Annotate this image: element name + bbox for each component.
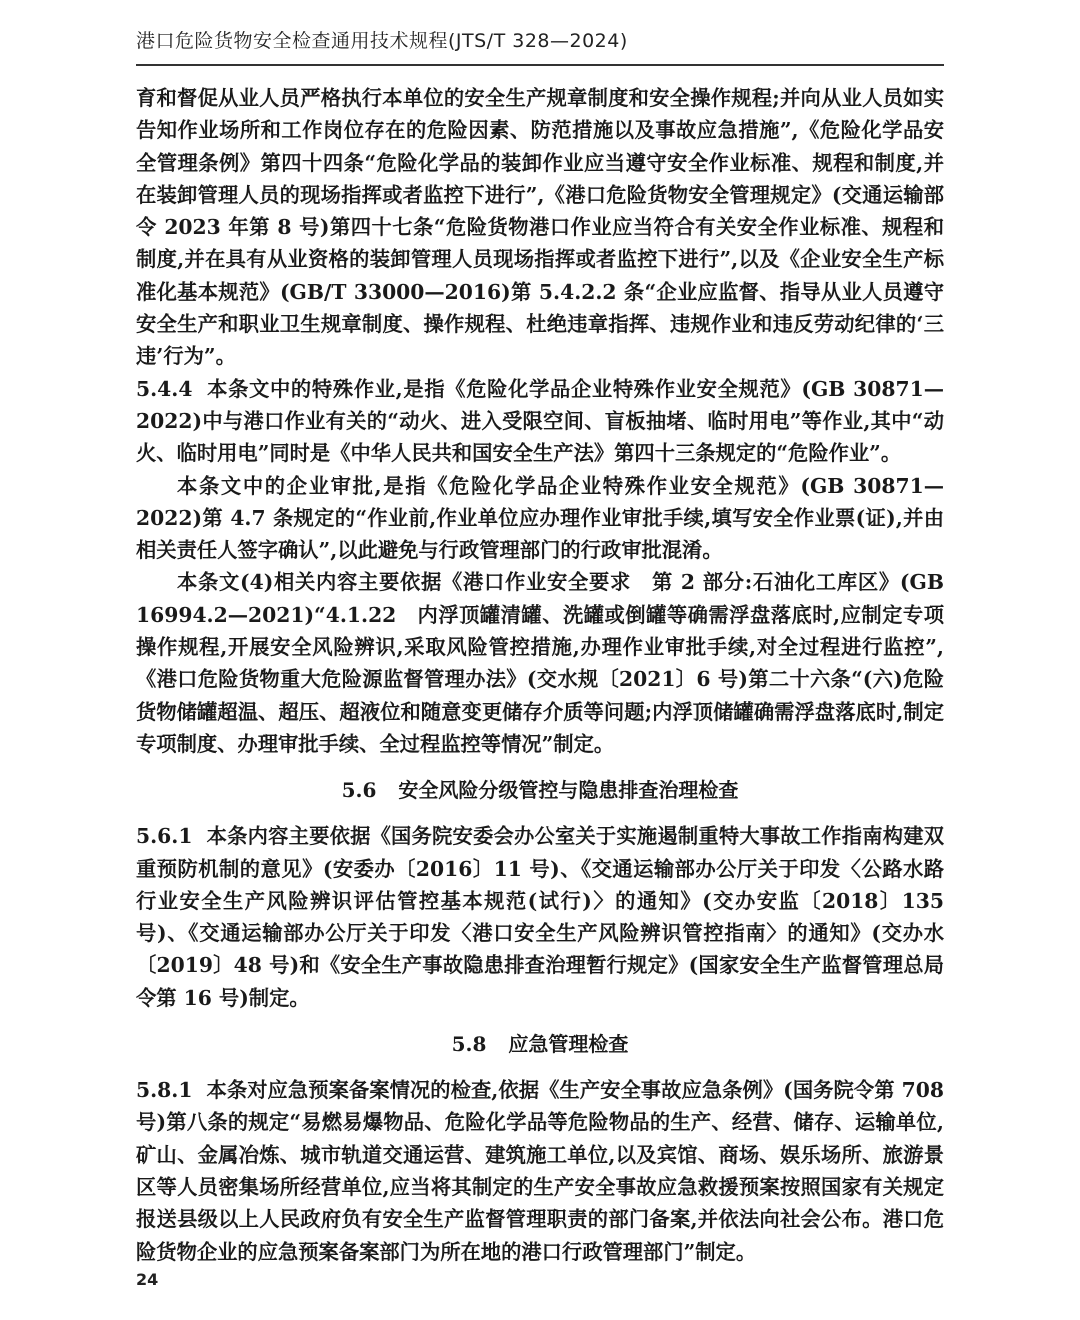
section-number: 5.8 (451, 1032, 487, 1057)
section-number: 5.6 (341, 778, 377, 803)
paragraph-item-4: 本条文(4)相关内容主要依据《港口作业安全要求 第 2 部分:石油化工库区》(GB 16994.2—2021)“4.1.22 内浮顶罐清罐、洗罐或倒罐等确需浮盘落底时,应制定专项操作规程,开展安全风险辨识,采取风险管控措施,办理作业审批手续,对全过程进行监控”,《港口危险货物重大危险源监督管理办法》(交水规〔2021〕6 号)第二十六条“(六)危险货物储罐超温、超压、超液位和随意变更储存介质等问题;内浮顶储罐确需浮盘落底时,制定专项制度、办理审批手续、全过程监控等情况”制定。 (136, 570, 944, 756)
clause-5-6-1 (136, 820, 944, 1014)
body-text (136, 82, 944, 1268)
header-rule (136, 64, 944, 66)
clause-number: 5.4.4 (136, 376, 193, 401)
paragraph-continuation: 育和督促从业人员严格执行本单位的安全生产规章制度和安全操作规程;并向从业人员如实告知作业场所和工作岗位存在的危险因素、防范措施以及事故应急措施”,《危险化学品安全管理条例》第四十四条“危险化学品的装卸作业应当遵守安全作业标准、规程和制度,并在装卸管理人员的现场指挥或者监控下进行”,《港口危险货物安全管理规定》(交通运输部令 2023 年第 8 号)第四十七条“危险货物港口作业应当符合有关安全作业标准、规程和制度,并在具有从业资格的装卸管理人员现场指挥或者监控下进行”,以及《企业安全生产标准化基本规范》(GB/T 33000—2016)第 5.4.2.2 条“企业应监督、指导从业人员遵守安全生产和职业卫生规章制度、操作规程、杜绝违章指挥、违规作业和违反劳动纪律的‘三违’行为”。 (136, 86, 944, 369)
section-heading-5-8 (136, 1028, 944, 1060)
running-header: 港口危险货物安全检查通用技术规程(JTS/T 328—2024) (136, 30, 628, 52)
paragraph-approval: 本条文中的企业审批,是指《危险化学品企业特殊作业安全规范》(GB 30871—2022)第 4.7 条规定的“作业前,作业单位应办理作业审批手续,填写安全作业票(证),并由相关责任人签字确认”,以此避免与行政管理部门的行政审批混淆。 (136, 473, 944, 563)
section-heading-5-6 (136, 774, 944, 806)
section-title: 安全风险分级管控与隐患排查治理检查 (398, 778, 739, 803)
page-number: 24 (136, 1270, 159, 1289)
clause-number: 5.8.1 (136, 1078, 193, 1103)
clause-text: 本条文中的特殊作业,是指《危险化学品企业特殊作业安全规范》(GB 30871—2022)中与港口作业有关的“动火、进入受限空间、盲板抽堵、临时用电”等作业,其中“动火、临时用电”同时是《中华人民共和国安全生产法》第四十三条规定的“危险作业”。 (136, 376, 944, 466)
clause-text: 本条对应急预案备案情况的检查,依据《生产安全事故应急条例》(国务院令第 708 号)第八条的规定“易燃易爆物品、危险化学品等危险物品的生产、经营、储存、运输单位,矿山、金属冶炼、城市轨道交通运营、建筑施工单位,以及宾馆、商场、娱乐场所、旅游景区等人员密集场所经营单位,应当将其制定的生产安全事故应急救援预案按照国家有关规定报送县级以上人民政府负有安全生产监督管理职责的部门备案,并依法向社会公布。港口危险货物企业的应急预案备案部门为所在地的港口行政管理部门”制定。 (136, 1078, 944, 1264)
clause-5-8-1 (136, 1074, 944, 1268)
section-title: 应急管理检查 (508, 1032, 629, 1057)
clause-text: 本条内容主要依据《国务院安委会办公室关于实施遏制重特大事故工作指南构建双重预防机制的意见》(安委办〔2016〕11 号)、《交通运输部办公厅关于印发〈公路水路行业安全生产风险辨识评估管控基本规范(试行)〉的通知》(交办安监〔2018〕135 号)、《交通运输部办公厅关于印发〈港口安全生产风险辨识管控指南〉的通知》(交办水〔2019〕48 号)和《安全生产事故隐患排查治理暂行规定》(国家安全生产监督管理总局令第 16 号)制定。 (136, 824, 944, 1010)
clause-number: 5.6.1 (136, 824, 193, 849)
clause-5-4-4 (136, 373, 944, 470)
